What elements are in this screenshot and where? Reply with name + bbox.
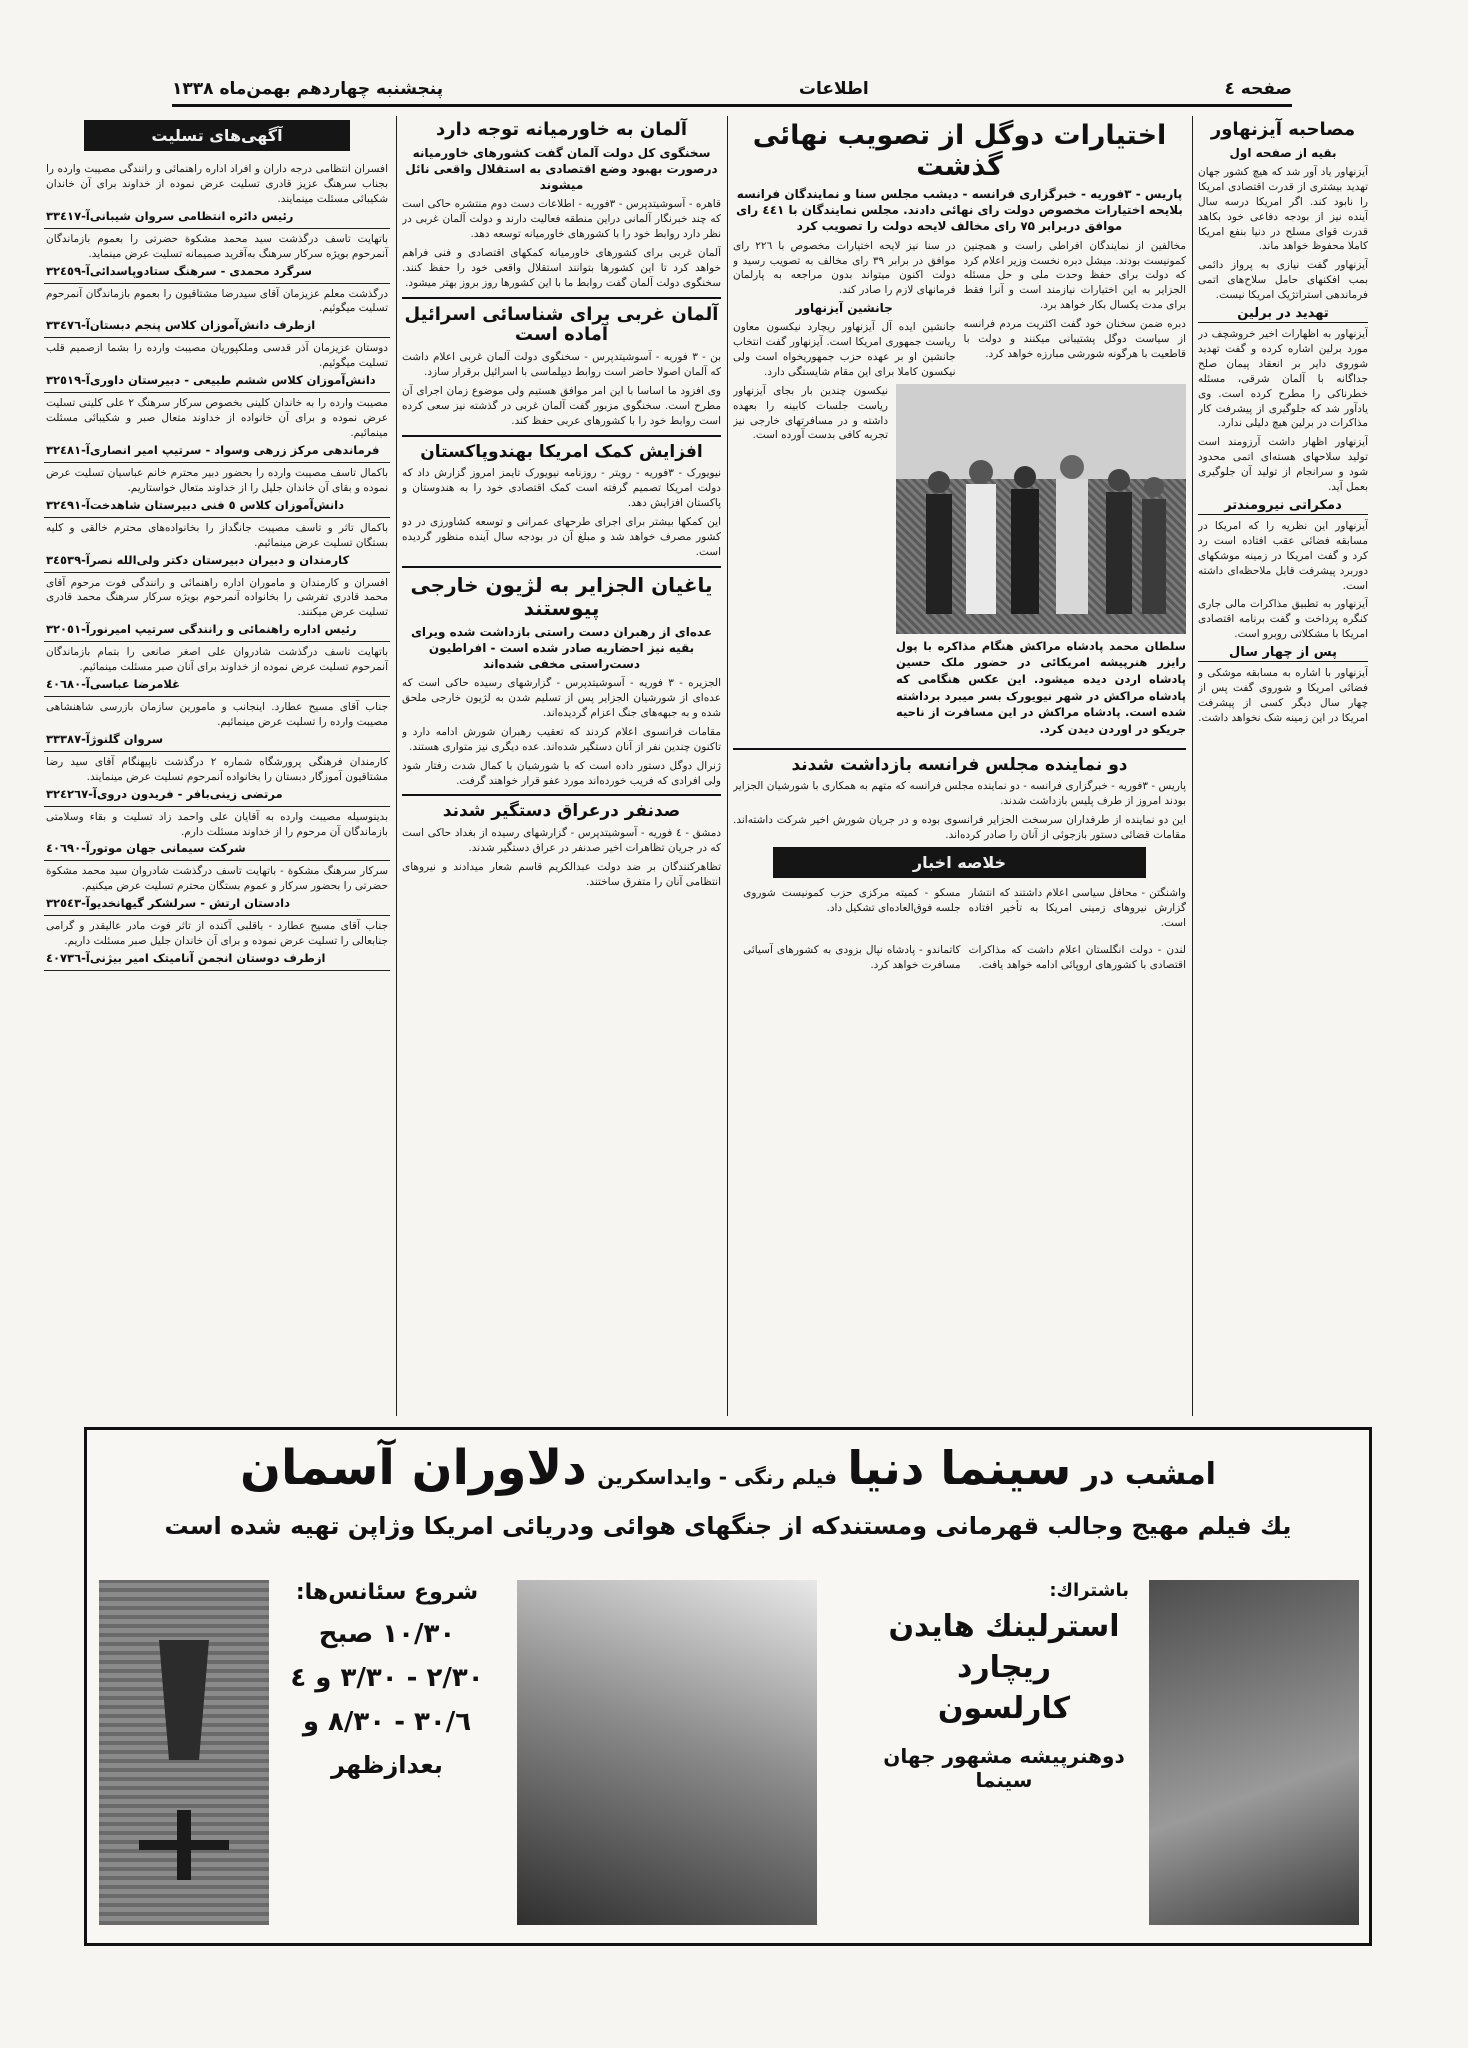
- eisenhower-para-2: آیزنهاور گفت نیازی به پرواز دائمی بمب افکنهای حامل سلاح‌های اتمی فرماندهی استراتژیک امریکا نیست.: [1198, 259, 1368, 302]
- column-rule: [1192, 116, 1193, 1416]
- berlin-para-2: آیزنهاور اظهار داشت آرزومند است تولید سلاحهای هسته‌ای اتمی محدود شود و سرانجام از تولید آن جلوگیری بعمل آید.: [1198, 436, 1368, 494]
- israel-para-2: وی افزود ما اساسا با این امر موافق هستیم ولی موضوع زمان اجرای آن مطرح است. سخنگوی مزبور گفت آلمان غربی در گذشته نیز سعی کرده است روابط خود را با کشورهای عربی حفظ کند.: [402, 384, 721, 427]
- masthead: [172, 74, 1292, 107]
- degaulle-headline: اختیارات دوگل از تصویب نهائی گذشت: [752, 120, 1167, 183]
- notice-text: افسران انتظامی درجه داران و افراد اداره راهنمائی و رانندگی مصیبت وارده را بجناب سرهنگ عزیز قادری تسلیت عرض نموده از خداوند برای آن خاندان شکیبائی مسئلت مینمایند.: [46, 163, 388, 205]
- legion-para-3: ژنرال دوگل دستور داده است که با شورشیان با کمال شدت رفتار شود ولی افرادی که فریب خورده‌اند مورد عفو قرار خواهند گرفت.: [402, 759, 721, 787]
- cast-member: استرلینك هایدن: [888, 1609, 1120, 1644]
- cast-lead: باشتراك:: [1049, 1580, 1129, 1601]
- condolence-notice: [44, 642, 390, 697]
- warship-photo: [99, 1580, 269, 1925]
- pakistan-headline: افزایش کمک امریکا بهندوپاکستان: [420, 441, 703, 462]
- eisenhower-para-1: آیزنهاور یاد آور شد که هیچ کشور جهان تهدید بیشتری از قدرت اقتصادی امریکا را نابود کند. اگر امریکا درسه سال آینده نیز از بودجه دفاعی خود بکاهد قدرت قوای مسلح در دنیا بنفع امریکا کاملا محفوظ خواهد ماند.: [1198, 165, 1368, 253]
- cinema-name: سینما دنیا: [847, 1441, 1072, 1495]
- germany-para-2: آلمان غربی برای کشورهای خاورمیانه کمکهای اقتصادی و فنی فراهم خواهد کرد تا این کشورها بتوانند استقلال واقعی خود را حفظ کنند. سخنگوی دولت آلمان گفت روابط ما با این کشورها روز بروز بهتر میشود.: [402, 246, 721, 289]
- notice-code: آ-۳٤٥۳۹: [46, 552, 90, 567]
- notice-text: افسران و کارمندان و ماموران اداره راهنمائی و رانندگی فوت مرحوم آقای محمد قادری تفرشی را بخانواده آنمرحوم بویژه سرکار سرهنگ محمد قادری تسلیت عرض میکنند.: [46, 576, 388, 619]
- berlin-para-1: آیزنهاور به اظهارات اخیر خروشچف در مورد برلین اشاره کرده و گفت تهدید شوروی دایر بر انعقاد پیمان صلح جداگانه با آلمان شرقی، مسئله خطرناکی را مطرح کرده است. وی یادآور شد که جلوگیری از پیشرفت کار مذاکرات در برلین هیچ دلیلی ندارد.: [1198, 327, 1368, 430]
- summary-item: واشنگتن - محافل سیاسی اعلام داشتند که انتشار گزارش نیروهای زمینی امریکا به تأخیر افتاده است.: [968, 886, 1186, 929]
- notice-signature: [46, 951, 388, 965]
- cast-block: [879, 1580, 1129, 1792]
- film-title: دلاوران آسمان: [240, 1440, 587, 1496]
- page-number: صفحه ٤: [1224, 79, 1292, 99]
- notice-signature: [46, 622, 388, 636]
- notice-signer: غلامرضا عباسی: [89, 677, 180, 692]
- showtime: بعدازظهر: [331, 1751, 443, 1779]
- notice-signer: مرتضی زینی‌بافر - فریدون دروی: [96, 786, 283, 801]
- summary-item: کاتماندو - پادشاه نپال بزودی به کشورهای آسیائی مسافرت خواهد کرد.: [743, 943, 961, 971]
- notice-signature: [46, 373, 388, 387]
- notice-signer: ازطرف دوستان انجمن آنامیتک امیر بیژنی: [89, 951, 326, 966]
- notice-signature: [46, 318, 388, 332]
- notice-signer: دانش‌آموزان کلاس ٥ فنی دبیرستان شاهدخت: [89, 497, 345, 512]
- successor-para-2: نیکسون چندین بار بجای آیزنهاور ریاست جلسات کابینه را بعهده داشته و در مسافرتهای خارجی نیز تجربه کافی بدست آورده است.: [733, 384, 888, 442]
- paper-name: اطلاعات: [798, 79, 869, 99]
- column-rule: [727, 116, 728, 1416]
- degaulle-para-3: در سنا نیز لایحه اختیارات مخصوص با ۲۲٦ رای موافق در برابر ۳۹ رای مخالف به تصویب رسید و دولت اکنون میتواند بدون مراجعه به پارلمان فرمانهای لازم را صادر کند.: [733, 239, 956, 297]
- space-subhead: پس از چهار سال: [1198, 646, 1368, 662]
- mother-child-photo: [517, 1580, 817, 1925]
- notice-signature: [46, 841, 388, 855]
- notice-signer: رئیس دائره انتظامی سروان شیبانی: [89, 208, 294, 223]
- condolences-label: آگهی‌های تسلیت: [84, 120, 350, 151]
- cast-member: کارلسون: [937, 1691, 1071, 1726]
- notice-signature: [46, 896, 388, 910]
- space-para-1: آیزنهاور با اشاره به مسابقه موشکی و فضائی امریکا و شوروی گفت پس از چهار سال دیگر کسی از پیشرفت امریکا در این زمینه شک نخواهد داشت.: [1198, 667, 1368, 724]
- notice-signer: دادستان ارتش - سرلشکر گیهانخدیو: [89, 896, 291, 911]
- notice-signature: [46, 498, 388, 512]
- condolence-notice: [44, 807, 390, 862]
- ad-lead: امشب در: [1081, 1457, 1216, 1492]
- notice-text: بدینوسیله مصیبت وارده به آقایان علی واحمد زاد تسلیت و بقاء وسلامتی بازماندگان آن مرحوم را از خداوند مسئلت دارم.: [46, 810, 388, 838]
- notice-text: باکمال تاسف مصیبت وارده را بحضور دبیر محترم خانم عباسیان تسلیت عرض نموده و بقای آن خاندان جلیل را از خداوند متعال خواستاریم.: [46, 466, 388, 494]
- notice-code: آ-۳۲٤۲٦۷: [46, 786, 97, 801]
- democrats-para-1: آیزنهاور این نظریه را که امریکا در مسابقه فضائی عقب افتاده است رد کرد و گفت امریکا در زمینه موشکهای دوربرد پیشرفت قابل ملاحظه‌ای داشته است.: [1198, 519, 1368, 592]
- berlin-subhead: تهدید در برلین: [1198, 307, 1368, 323]
- notice-code: آ-۳۳٤۱۷: [46, 208, 90, 223]
- notice-signer: کارمندان و دبیران دبیرستان دکتر ولی‌الله نصر: [89, 552, 350, 567]
- airplane-icon: [99, 1580, 269, 1925]
- notice-text: کارمندان فرهنگی پرورشگاه شماره ۲ درگذشت ناپیهنگام آقای سید رضا مشتاقیون آموزگار دبستان را بخانواده آنمرحوم تسلیت عرض مینمایند.: [46, 755, 388, 783]
- deputies-headline: دو نماینده مجلس فرانسه بازداشت شدند: [791, 754, 1128, 775]
- iraq-para-1: دمشق - ٤ فوریه - آسوشیتدپرس - گزارشهای رسیده از بغداد حاکی است که در جریان تظاهرات اخیر صدنفر در عراق دستگیر شدند.: [402, 827, 721, 854]
- condolence-notice: [44, 518, 390, 573]
- issue-date: پنجشنبه چهاردهم بهمن‌ماه ۱۳۳۸: [172, 79, 444, 99]
- notice-signature: [46, 553, 388, 567]
- notice-code: آ-٤۰٦۹۰: [46, 841, 90, 856]
- notice-code: آ-٤۰٦۸۰: [46, 677, 90, 692]
- showtime: ۱۰/۳۰ صبح: [318, 1619, 456, 1649]
- degaulle-column: [733, 116, 1186, 1416]
- legion-para-2: مقامات فرانسوی اعلام کردند که تعقیب رهبران شورش ادامه دارد و تاکنون چندین نفر از آنان دستگیر شده‌اند. عده دیگری نیز متواری هستند.: [402, 725, 721, 753]
- condolences-column: [44, 116, 390, 1416]
- notice-text: باتهایت تاسف درگذشت سید محمد مشکوة حضرتی را بعموم بازماندگان آنمرحوم بویژه سرکار سرهنگ به‌آقرید صمیمانه تسلیت عرض مینماید.: [46, 232, 388, 260]
- photo-figures: [896, 384, 1186, 634]
- notice-code: آ-۳۲٥٤۳: [46, 896, 90, 911]
- notice-signature: [46, 209, 388, 223]
- germany-headline: آلمان به خاورمیانه توجه دارد: [435, 119, 687, 140]
- news-summary-label: خلاصه اخبار: [773, 847, 1146, 878]
- germany-para-1: قاهره - آسوشیتدپرس - ۳فوریه - اطلاعات دست دوم منتشره حاکی است که چند خبرنگار آلمانی دراین منطقه فعالیت دارند و دولت آلمان غربی در نظر دارد روابط خود را با کشورهای خاورمیانه توسعه دهد.: [402, 198, 721, 241]
- notice-signature: [46, 677, 388, 691]
- iraq-headline: صدنفر درعراق دستگیر شدند: [442, 801, 681, 822]
- notice-code: آ-۳۳٤۷٦: [46, 318, 90, 333]
- condolence-notice: [44, 697, 390, 752]
- notice-text: جناب آقای مسیح عطارد. اینجانب و مامورین سازمان بازرسی شاهنشاهی مصیبت وارده را تسلیت عرض مینمائیم.: [46, 701, 388, 728]
- condolence-notice: [44, 861, 390, 916]
- deputies-para-2: این دو نماینده از طرفداران سرسخت الجزایر فرانسوی بوده و در جریان شورش اخیر شرکت داشته‌اند. مقامات قضائی دستور بازجوئی از آنان را صادر کرده‌اند.: [733, 814, 1186, 841]
- condolence-notice: [44, 393, 390, 463]
- notice-signature: [46, 732, 388, 746]
- notice-code: آ-۳۲٤٥۹: [46, 263, 90, 278]
- summary-item: مسکو - کمیته مرکزی حزب کمونیست شوروی جلسه فوق‌العاده‌ای تشکیل داد.: [743, 886, 961, 914]
- democrats-subhead: دمکراتی نیرومندتر: [1198, 499, 1368, 515]
- summary-item: لندن - دولت انگلستان اعلام داشت که مذاکرات اقتصادی با کشورهای اروپائی ادامه خواهد یافت.: [968, 943, 1186, 971]
- pakistan-para-1: نیویورک - ۳فوریه - رویتر - روزنامه نیویورک تایمز امروز گزارش داد که دولت امریکا تصمیم گرفته است کمک اقتصادی خود را به هندوستان و پاکستان افزایش دهد.: [402, 467, 721, 509]
- condolence-notice: [44, 573, 390, 643]
- morocco-king-photo: [896, 384, 1186, 634]
- condolence-notice: [44, 463, 390, 518]
- showtimes-block: [277, 1580, 497, 1779]
- star-note: دوهنرپیشه مشهور جهان سینما: [883, 1744, 1125, 1792]
- condolence-notice: [44, 338, 390, 393]
- cast-member: ریچارد: [956, 1650, 1052, 1685]
- notice-signature: [46, 787, 388, 801]
- notice-signature: [46, 443, 388, 457]
- degaulle-para-1: مخالفین از نمایندگان افراطی راست و همچنین کمونیست بودند. میشل دبره نخست وزیر اعلام کرد که دولت برای حفظ وحدت ملی و حل مسئله الجزایر به این اختیارات نیازمند است و آنرا فقط برای مدت یکسال بکار خواهد برد.: [963, 239, 1186, 312]
- notice-signer: شرکت سیمانی جهان موتور: [89, 841, 246, 856]
- notice-text: درگذشت معلم عزیزمان آقای سیدرضا مشتاقیون را بعموم بازماندگان آنمرحوم تسلیت میگوئیم.: [46, 287, 388, 315]
- notice-code: آ-۳۲۰٥۱: [46, 622, 90, 637]
- showtime: ٦/۳۰ - ۸/۳۰ و: [302, 1707, 472, 1737]
- condolence-notice: [44, 916, 390, 971]
- notice-signer: سروان گلنوژ: [89, 731, 164, 746]
- condolence-notice: [44, 159, 390, 229]
- israel-headline: آلمان غربی برای شناسائی اسرائیل آماده است: [404, 303, 719, 346]
- photo-caption: سلطان محمد پادشاه مراکش هنگام مذاکره با پول رایزر هنرپیشه امریکائی در حضور ملک حسین پادشاه اردن دیده میشود. این عکس هنگامی که پادشاه مراکش در شهر نیویورک بسر میبرد برداشته شده است. پادشاه مراکش در این مسافرت از ناحیه جریکو در اوردن دیدن کرد.: [896, 638, 1186, 737]
- column-rule: [396, 116, 397, 1416]
- condolence-notice: [44, 284, 390, 339]
- notice-code: آ-۳۲٤۹۱: [46, 497, 90, 512]
- ad-heading: [87, 1440, 1369, 1496]
- world-news-column: [402, 116, 721, 1416]
- legion-para-1: الجزیره - ۳ فوریه - آسوشیتدپرس - گزارشهای رسیده حاکی است که عده‌ای از شورشیان الجزایر پس از تسلیم شدن به لژیون خارجی ملحق شده و به جبهه‌های جنگ اعزام گردیده‌اند.: [402, 677, 721, 719]
- notice-text: جناب آقای مسیح عطارد - باقلبی آکنده از تاثر فوت مادر عالیقدر و گرامی جنابعالی را تسلیت عرض نموده و برای آن خاندان جلیل صبر مسئلت داریم.: [46, 920, 388, 948]
- notice-code: آ-۳۲٤۸۱: [46, 442, 90, 457]
- notice-text: سرکار سرهنگ مشکوة - باتهایت تاسف درگذشت شادروان سید محمد مشکوة حضرتی را بحضور سرکار و عموم بستگان محترم تسلیت عرض میکنیم.: [46, 865, 388, 893]
- notice-signature: [46, 264, 388, 278]
- continued-note: بقیه از صفحه اول: [1229, 145, 1337, 160]
- notice-code: آ-۳۲٥۱۹: [46, 373, 90, 388]
- condolence-notice: [44, 229, 390, 284]
- notice-signer: دانش‌آموزان کلاس ششم طبیعی - دبیرستان داوری: [89, 373, 376, 388]
- degaulle-para-2: دبره ضمن سخنان خود گفت اکثریت مردم فرانسه از سیاست دوگل پشتیبانی میکنند و دولت با قاطعیت با هرگونه شورشی مبارزه خواهد کرد.: [963, 318, 1186, 360]
- notice-code: آ-۳۳۳۸۷: [46, 731, 90, 746]
- degaulle-subhead: پاریس - ۳فوریه - خبرگزاری فرانسه - دیشب مجلس سنا و نمایندگان فرانسه بلایحه اختیارات مخصوص دولت رای نهائی دادند. مجلس نمایندگان با ٤٤۱ رای موافق دربرابر ۷۵ رای مخالف لایحه دولت را تصویب کرد: [736, 187, 1183, 234]
- notice-text: باکمال تاثر و تاسف مصیبت جانگداز را بخانواده‌های محترم خالقی و کلیه بستگان تسلیت عرض مینمائیم.: [46, 521, 388, 549]
- notice-text: مصیبت وارده را به خاندان کلینی بخصوص سرکار سرهنگ ۲ علی کلینی تسلیت عرض نموده و برای آن خانواده از خداوند متعال صبر و شکیبائی مسئلت مینمائیم.: [46, 397, 388, 439]
- notice-text: باتهایت تاسف درگذشت شادروان علی اصغر صانعی را بتمام بازماندگان آنمرحوم تسلیت عرض نموده از خداوند برای آنان صبر مسئلت مینمائیم.: [46, 646, 388, 674]
- notice-signer: ازطرف دانش‌آموزان کلاس پنجم دبستان: [89, 318, 316, 333]
- ad-tagline: یك فیلم مهیج وجالب قهرمانی ومستندكه از جنگهای هوائی ودریائی امریکا وژاپن تهیه شده است: [164, 1512, 1292, 1540]
- legion-headline: یاغیان الجزایر به لژیون خارجی پیوستند: [410, 572, 713, 620]
- notice-signer: فرماندهی مرکز زرهی وسواد - سرتیپ امیر انصاری: [89, 442, 380, 457]
- israel-para-1: بن - ۳ فوریه - آسوشیتدپرس - سخنگوی دولت آلمان غربی اعلام داشت که آلمان اصولا حاضر است روابط دیپلماسی با اسرائیل برقرار سازد.: [402, 351, 721, 378]
- eisenhower-column: [1198, 116, 1368, 1416]
- film-format: فیلم رنگی - وایداسکرین: [597, 1465, 837, 1489]
- notice-signer: سرگرد محمدی - سرهنگ ستادوپاسدائی: [89, 263, 312, 278]
- successor-para-1: جانشین ایده آل آیزنهاور ریچارد نیکسون معاون ریاست جمهوری امریکا است. آیزنهاور گفت انتخاب جانشین او بر عهده حزب جمهوریخواه است ولی نیکسون کاملا برای این مقام شایستگی دارد.: [733, 321, 956, 378]
- condolence-notice: [44, 752, 390, 807]
- democrats-para-2: آیزنهاور به تطبیق مذاکرات مالی جاری کنگره پرداخت و گفت برنامه اقتصادی امریکا با مشکلاتی روبرو است.: [1198, 598, 1368, 641]
- germany-subhead: سخنگوی کل دولت آلمان گفت کشورهای خاورمیانه درصورت بهبود وضع اقتصادی به استقلال واقعی نائل میشوند: [405, 145, 718, 193]
- pilot-photo: [1149, 1580, 1359, 1925]
- notice-text: دوستان عزیزمان آذر قدسی وملکپوریان مصیبت وارده را بشما ازصمیم قلب تسلیت میگوئیم.: [46, 342, 388, 370]
- iraq-para-2: تظاهرکنندگان بر ضد دولت عبدالکریم قاسم شعار میدادند و نیروهای انتظامی آنان را متفرق ساختند.: [402, 860, 721, 888]
- legion-subhead: عده‌ای از رهبران دست راستی بازداشت شده ویرای بقیه نیز احضاریه صادر شده است - افراطیون دست‌راستی مخفی شده‌اند: [410, 624, 713, 671]
- deputies-para-1: پاریس - ۳فوریه - خبرگزاری فرانسه - دو نماینده مجلس فرانسه که متهم به همکاری با شورشیان الجزایر بودند امروز از طرف پلیس بازداشت شدند.: [733, 780, 1186, 808]
- shows-label: شروع سئانس‌ها:: [295, 1580, 479, 1605]
- notice-signer: رئیس اداره راهنمائی و رانندگی سرتیپ امیرنور: [89, 622, 357, 637]
- successor-subhead: جانشین آیزنهاور: [795, 301, 893, 316]
- cinema-advertisement: [84, 1427, 1372, 1946]
- showtime: ۲/۳۰ - ۳/۳۰ و ٤: [290, 1663, 484, 1693]
- pakistan-para-2: این کمکها بیشتر برای اجرای طرحهای عمرانی و توسعه کشاورزی در دو کشور مصرف خواهد شد و مبلغ آن در بودجه سال آینده منظور گردیده است.: [402, 515, 721, 558]
- notice-code: آ-٤۰۷۳٦: [46, 951, 90, 966]
- eisenhower-headline: مصاحبه آیزنهاور: [1210, 119, 1356, 140]
